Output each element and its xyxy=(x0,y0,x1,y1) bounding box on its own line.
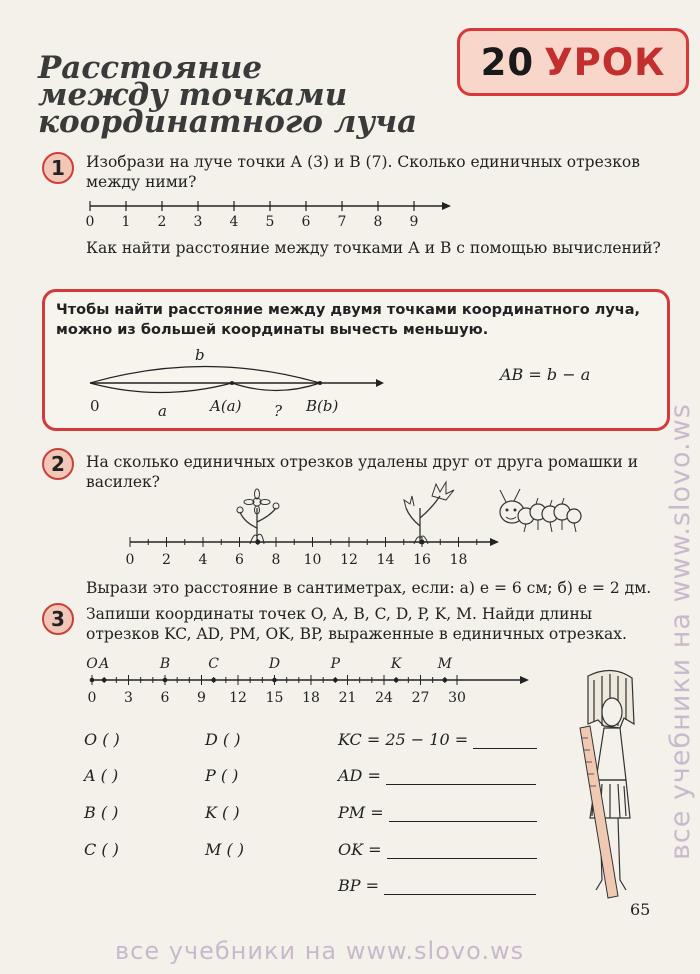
task-1-ray xyxy=(80,196,460,232)
point-P xyxy=(333,678,338,683)
rule-label-a: a xyxy=(158,402,167,420)
task-2-question: Вырази это расстояние в сантиметрах, если: а) e = 6 см; б) e = 2 дм. xyxy=(86,579,652,597)
point-label-M: M xyxy=(437,656,453,672)
coord-d: D ( ) xyxy=(205,730,241,749)
coord-c: C ( ) xyxy=(84,840,119,859)
ray-tick-label: 4 xyxy=(198,552,208,568)
ray-tick-label: 27 xyxy=(411,690,430,706)
side-watermark xyxy=(660,140,700,860)
ray-tick-label: 12 xyxy=(229,690,247,706)
coord-p: P ( ) xyxy=(205,766,239,785)
ray-tick-label: 0 xyxy=(125,552,135,568)
rule-formula: AB = b − a xyxy=(500,365,591,384)
ray-tick-label: 0 xyxy=(85,214,95,230)
point-label-B: B xyxy=(159,656,171,672)
answer-ad-label: AD = xyxy=(338,766,381,785)
coord-b: B ( ) xyxy=(84,803,119,822)
ray-tick-label: 9 xyxy=(197,690,206,706)
answer-bp xyxy=(338,876,536,895)
point-a xyxy=(230,381,234,385)
arc-a xyxy=(90,383,232,393)
ray-tick-label: 0 xyxy=(87,690,97,706)
coord-k: K ( ) xyxy=(205,803,240,822)
ray-tick-label: 3 xyxy=(193,214,203,230)
ray-tick-label: 8 xyxy=(373,214,383,230)
lesson-badge xyxy=(457,28,689,96)
rule-label-b: b xyxy=(195,346,205,364)
point-b xyxy=(318,381,322,385)
rule-ray-arrow xyxy=(376,379,384,387)
point-M xyxy=(443,678,448,683)
ray-tick-label: 24 xyxy=(375,690,393,706)
point-D xyxy=(272,678,277,683)
ray-tick-label: 5 xyxy=(265,214,275,230)
point-K xyxy=(394,678,399,683)
answer-bp-blank[interactable] xyxy=(384,878,536,895)
ray-tick-label: 6 xyxy=(235,552,244,568)
answer-kc-blank[interactable] xyxy=(473,732,537,749)
point-label-C: C xyxy=(208,656,220,672)
side-watermark-text: все учебники на www.slovo.ws xyxy=(665,403,696,860)
lesson-word: УРОК xyxy=(544,40,666,84)
girl-with-ruler-illustration xyxy=(560,668,656,900)
answer-ok-label: OK = xyxy=(338,840,382,859)
ray-tick-label: 9 xyxy=(409,214,419,230)
title-line-1: Расстояние xyxy=(38,50,263,86)
point-label-K: K xyxy=(390,656,402,672)
rule-diagram xyxy=(80,350,400,400)
coord-m: M ( ) xyxy=(205,840,245,859)
task-2-ray-marks xyxy=(126,537,499,568)
page-number: 65 xyxy=(630,900,651,919)
arc-question xyxy=(232,383,320,391)
ray-tick-label: 1 xyxy=(121,214,131,230)
ray-arrow xyxy=(442,202,451,210)
rule-label-point-a: A(a) xyxy=(210,397,242,415)
chamomile-point xyxy=(255,540,260,545)
lesson-number: 20 xyxy=(480,40,535,84)
coord-a: A ( ) xyxy=(84,766,119,785)
task-1-text: Изобрази на луче точки А (3) и В (7). Сколько единичных отрезков между ними? xyxy=(86,153,640,191)
bottom-watermark: все учебники на www.slovo.ws xyxy=(115,937,525,965)
ray-tick-label: 6 xyxy=(301,214,311,230)
ray-tick-label: 30 xyxy=(448,690,466,706)
coord-o: O ( ) xyxy=(84,730,120,749)
ray-tick-label: 18 xyxy=(449,552,468,568)
task-3-text: Запиши координаты точек O, A, B, C, D, P, K, M. Найди длины отрезков KC, AD, PM, OK, BP, выраженные в единичных отрезках. xyxy=(86,605,627,643)
task-3-number: 3 xyxy=(42,603,74,635)
ray-tick-label: 14 xyxy=(376,552,395,568)
answer-ad-blank[interactable] xyxy=(386,768,536,785)
point-label-A: A xyxy=(99,656,110,672)
arc-b xyxy=(90,367,320,384)
ray-tick-label: 10 xyxy=(303,552,322,568)
ray-tick-label: 7 xyxy=(337,214,347,230)
lesson-title xyxy=(38,50,458,140)
ray-tick-label: 21 xyxy=(338,690,357,706)
ray-tick-label: 15 xyxy=(265,690,284,706)
point-label-P: P xyxy=(330,656,341,672)
ray-tick-label: 8 xyxy=(271,552,281,568)
ray-tick-label: 4 xyxy=(229,214,239,230)
cornflower-point xyxy=(420,540,425,545)
task-3-ray xyxy=(80,654,540,710)
answer-ok-blank[interactable] xyxy=(387,842,537,859)
title-line-2: между точками xyxy=(38,77,348,113)
ray-tick-label: 2 xyxy=(157,214,167,230)
task-2-text: На сколько единичных отрезков удалены друг от друга ромашки и василек? xyxy=(86,453,639,491)
point-label-D: D xyxy=(268,656,281,672)
ray-tick-label: 6 xyxy=(160,690,170,706)
rule-label-zero: 0 xyxy=(90,397,100,415)
answer-ok xyxy=(338,840,537,859)
answer-bp-label: BP = xyxy=(338,876,380,895)
point-O xyxy=(90,678,95,683)
ray-tick-label: 2 xyxy=(162,552,171,568)
answer-kc-label: KC = 25 − 10 = xyxy=(338,730,469,749)
ray-tick-label: 18 xyxy=(302,690,320,706)
task-2-number: 2 xyxy=(42,448,74,480)
task-3-ray-marks xyxy=(86,656,529,706)
task-2-ray xyxy=(118,530,508,570)
ray-arrow xyxy=(520,676,529,684)
task-1-number: 1 xyxy=(42,152,74,184)
title-line-3: координатного луча xyxy=(38,104,418,140)
answer-pm-blank[interactable] xyxy=(389,805,537,822)
answer-ad xyxy=(338,766,536,785)
task-1-ray-marks xyxy=(86,201,451,230)
answer-kc xyxy=(338,730,537,749)
ray-arrow xyxy=(490,538,499,546)
task-1-question: Как найти расстояние между точками А и В с помощью вычислений? xyxy=(86,239,661,257)
rule-label-point-b: B(b) xyxy=(306,397,339,415)
caterpillar-illustration xyxy=(496,486,588,538)
point-C xyxy=(211,678,216,683)
rule-label-question: ? xyxy=(274,402,283,420)
answer-pm xyxy=(338,803,537,822)
point-label-O: O xyxy=(86,656,98,672)
ray-tick-label: 16 xyxy=(413,552,431,568)
ray-tick-label: 12 xyxy=(340,552,358,568)
point-B xyxy=(163,678,168,683)
answer-pm-label: PM = xyxy=(338,803,384,822)
rule-text: Чтобы найти расстояние между двумя точками координатного луча, можно из большей координаты вычесть меньшую. xyxy=(56,302,641,338)
ray-tick-label: 3 xyxy=(124,690,133,706)
point-A xyxy=(102,678,107,683)
